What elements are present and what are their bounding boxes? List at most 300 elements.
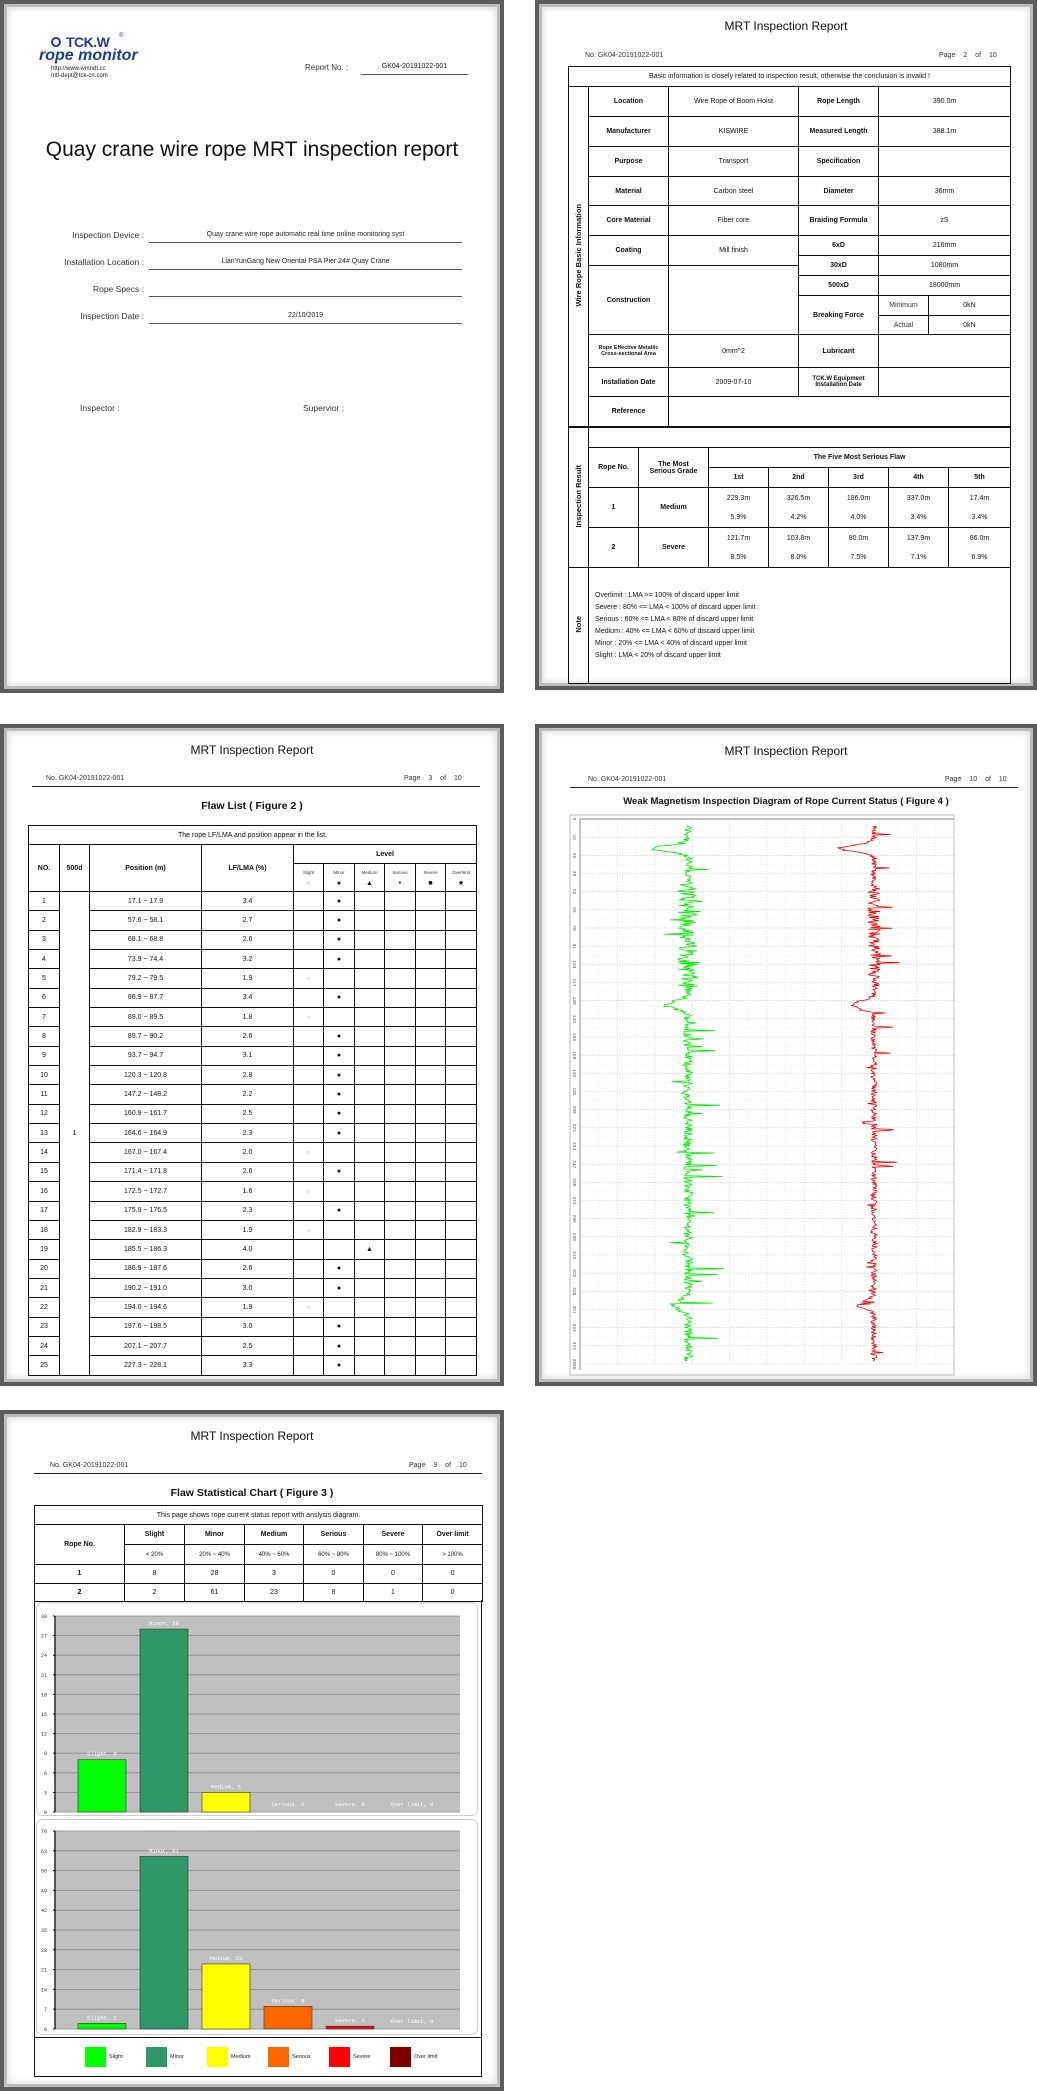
slight-symbol-icon: ○ — [306, 1188, 311, 1195]
note-line: Overlimit : LMA >= 100% of discard upper limit — [595, 591, 739, 599]
diameter-label: Diameter — [799, 177, 879, 206]
table-row — [29, 1259, 477, 1278]
coating-label: Coating — [589, 236, 669, 266]
level-cell-severe — [416, 1356, 446, 1375]
flaw-lf-lma: 4.0 — [202, 1240, 294, 1259]
table-row — [29, 1336, 477, 1355]
flaw-cell — [709, 528, 769, 568]
y-tick-label: 9 — [43, 1751, 47, 1758]
inspector-label: Inspector : — [80, 403, 120, 413]
metallic-area-label-line1: Rope Effective Metallic — [598, 345, 659, 351]
level-header-label: Overlimit — [452, 869, 470, 875]
section-inspection-result — [569, 428, 589, 568]
level-cell-severe — [416, 1124, 446, 1143]
legend-item-over-limit — [390, 2047, 437, 2067]
specification-value — [879, 147, 1011, 177]
magnetism-diagram-page — [535, 724, 1037, 1386]
flaw-position: 86.9 ~ 87.7 — [90, 988, 202, 1007]
table-row — [29, 1356, 477, 1375]
page-number: 2 — [963, 52, 968, 59]
page-title: MRT Inspection Report — [190, 1429, 314, 1443]
company-email: Intl-dept@tck-cn.com — [51, 73, 108, 79]
bar-minor — [140, 1629, 188, 1812]
level-header-label: Medium — [361, 869, 378, 875]
installation-location-value: LianYunGang New Oriental PSA Pier 24# Quay Crane — [149, 258, 462, 270]
total-pages: 10 — [988, 52, 997, 59]
level-header-slight — [294, 864, 324, 892]
level-cell-overlimit — [446, 1356, 477, 1375]
section-note-label: Note — [574, 616, 583, 633]
of-word: of — [975, 52, 982, 59]
note-line: Slight : LMA < 20% of discard upper limit — [595, 651, 721, 659]
flaw-no: 25 — [29, 1356, 60, 1375]
braiding-formula-label: Braiding Formula — [799, 206, 879, 236]
level-cell-slight — [294, 1046, 324, 1065]
level-cell-medium — [355, 892, 385, 911]
y-tick-label: 27 — [40, 1633, 47, 1640]
level-cell-severe — [416, 1046, 446, 1065]
flaw-count: 61 — [185, 1583, 245, 1602]
flaw-lma-value: 5.9% — [730, 513, 747, 521]
flaw-lf-lma: 1.6 — [202, 1182, 294, 1201]
flaw-lma-value: 3.4% — [910, 513, 927, 521]
equipment-install-label-line1: TCK.W Equipment — [812, 376, 865, 382]
flaw-position: 89.0 ~ 89.5 — [90, 1008, 202, 1027]
y-tick-label: 14 — [40, 1987, 47, 1994]
flaw-count: 3 — [245, 1565, 304, 1584]
level-cell-severe — [416, 892, 446, 911]
level-cell-slight — [294, 1104, 324, 1123]
diagram-frame — [570, 815, 954, 1375]
500xd-value: 18000mm — [879, 276, 1011, 296]
level-cell-serious — [385, 950, 416, 969]
flaw-lf-lma: 2.6 — [202, 1162, 294, 1181]
level-cell-minor — [324, 1298, 355, 1317]
bar-data-label: Severe, 1 — [335, 2017, 365, 2025]
y-tick-label: 117 — [571, 978, 576, 987]
flaw-position: 86.0m — [969, 534, 990, 542]
level-cell-severe — [416, 1143, 446, 1162]
level-cell-medium — [355, 1240, 385, 1259]
bar-medium — [202, 1792, 250, 1812]
table-row — [29, 1046, 477, 1065]
grade-header-line2: Serious Grade — [649, 467, 698, 475]
level-cell-medium — [355, 1008, 385, 1027]
stats-table — [34, 1505, 483, 1602]
level-cell-overlimit — [446, 1085, 477, 1104]
level-cell-medium — [355, 1259, 385, 1278]
level-cell-slight — [294, 950, 324, 969]
total-pages: 10 — [453, 775, 462, 782]
level-cell-overlimit — [446, 1143, 477, 1162]
flaw-cell — [949, 528, 1011, 568]
level-cell-slight — [294, 1008, 324, 1027]
flaw-position: 172.5 ~ 172.7 — [90, 1182, 202, 1201]
medium-symbol-icon: ▲ — [366, 1245, 373, 1253]
flaw-count: 8 — [304, 1583, 364, 1602]
y-tick-label: 7 — [43, 2007, 47, 2014]
flaw-count: 0 — [423, 1565, 483, 1584]
flaw-position: 68.1 ~ 68.8 — [90, 930, 202, 949]
minor-symbol-icon: ● — [336, 1265, 342, 1273]
level-header-label: Severe — [423, 869, 438, 875]
level-cell-overlimit — [446, 892, 477, 911]
cover-title: Quay crane wire rope MRT inspection report — [45, 138, 459, 161]
report-number: No. GK04-20191022-001 — [588, 776, 667, 783]
overlimit-symbol-icon: ★ — [457, 879, 465, 887]
level-cell-medium — [355, 1066, 385, 1085]
level-cell-minor — [324, 1085, 355, 1104]
flaw-position: 121.7m — [726, 534, 751, 542]
section-basic-info-label: Wire Rope Basic Information — [574, 204, 583, 307]
level-cell-overlimit — [446, 1220, 477, 1239]
reference-value — [669, 397, 1011, 427]
basic-info-table — [568, 66, 1011, 427]
flaw-lma-value: 4.2% — [790, 513, 807, 521]
slight-symbol-icon: ○ — [306, 1227, 311, 1234]
y-tick-label: 91 — [571, 943, 576, 949]
flaw-position: 17.1 ~ 17.9 — [90, 892, 202, 911]
level-cell-medium — [355, 950, 385, 969]
legend-swatch-icon — [329, 2047, 350, 2067]
level-cell-serious — [385, 1046, 416, 1065]
flaw-lf-lma: 2.7 — [202, 911, 294, 930]
breaking-force-label: Breaking Force — [799, 296, 879, 335]
level-cell-slight — [294, 1085, 324, 1104]
30xd-label: 30xD — [799, 256, 879, 276]
minor-symbol-icon: ● — [336, 1284, 342, 1292]
bar-slight — [78, 1760, 126, 1812]
header-rule — [570, 787, 1018, 788]
flaw-no: 11 — [29, 1085, 60, 1104]
level-cell-severe — [416, 1162, 446, 1181]
installation-date-label: Installation Date — [589, 368, 669, 397]
flaw-position: 229.3m — [726, 494, 751, 502]
minor-symbol-icon: ● — [336, 879, 342, 887]
level-cell-severe — [416, 1278, 446, 1297]
flaw-position: 197.6 ~ 198.5 — [90, 1317, 202, 1336]
level-cell-serious — [385, 988, 416, 1007]
flaw-no: 8 — [29, 1027, 60, 1046]
bar-data-label: Serious, 8 — [271, 1997, 305, 2005]
y-tick-label: 221 — [571, 1123, 576, 1132]
company-logo — [39, 33, 138, 103]
level-cell-overlimit — [446, 1182, 477, 1201]
legend-label: Over limit — [414, 2054, 438, 2060]
company-url: http://www.wmndt.cc — [51, 66, 106, 72]
table-row — [29, 1162, 477, 1181]
flaw-no: 7 — [29, 1008, 60, 1027]
y-tick-label: 312 — [571, 1250, 576, 1260]
y-tick-label: 13 — [571, 834, 576, 840]
level-cell-serious — [385, 1143, 416, 1162]
level-cell-medium — [355, 1220, 385, 1239]
report-no-label: Report No. : — [305, 63, 349, 72]
level-cell-minor — [324, 1317, 355, 1336]
minor-symbol-icon: ● — [336, 1110, 342, 1118]
flaw-lf-lma: 2.3 — [202, 1124, 294, 1143]
level-cell-overlimit — [446, 950, 477, 969]
legend-item-slight — [85, 2047, 123, 2067]
flaw-no: 20 — [29, 1259, 60, 1278]
y-tick-label: 49 — [40, 1888, 47, 1895]
flaw-position: 137.9m — [906, 534, 931, 542]
bar-data-label: Medium, 23 — [209, 1954, 243, 1962]
level-cell-minor — [324, 892, 355, 911]
table-row — [29, 1182, 477, 1201]
col-position-header: Position (m) — [90, 845, 202, 892]
red-signal-trace — [838, 826, 900, 1361]
flaw-no: 14 — [29, 1143, 60, 1162]
level-cell-severe — [416, 1220, 446, 1239]
level-cell-serious — [385, 969, 416, 988]
table-row — [35, 1583, 483, 1602]
note-line: Severe : 80% <= LMA < 100% of discard upper limit — [595, 603, 756, 611]
metallic-area-label-line2: Cross-sectional Area — [601, 351, 656, 357]
page-title: MRT Inspection Report — [724, 744, 848, 758]
col-level-header: Level — [294, 845, 477, 864]
grade-definitions — [589, 568, 1011, 684]
y-tick-label: 169 — [571, 1051, 576, 1060]
serious-symbol-icon: • — [398, 879, 402, 887]
level-cell-severe — [416, 1336, 446, 1355]
rope-specs-label: Rope Specs : — [92, 284, 144, 294]
inspection-device-value: Quay crane wire rope automatic real time online monitoring syst — [149, 231, 462, 243]
minor-symbol-icon: ● — [336, 897, 342, 905]
minor-symbol-icon: ● — [336, 1071, 342, 1079]
category-header: Severe — [364, 1525, 423, 1545]
slight-symbol-icon: ○ — [306, 1014, 311, 1021]
bar-data-label: Minor, 28 — [149, 1620, 179, 1628]
equipment-install-label-line2: Installation Date — [815, 382, 862, 388]
section-basic-info — [569, 87, 589, 427]
stats-title: Flaw Statistical Chart ( Figure 3 ) — [170, 1487, 334, 1499]
flaw-cell — [949, 488, 1011, 528]
header-rule — [32, 786, 480, 787]
report-no-value: GK04-20191022-001 — [361, 63, 468, 75]
table-row — [29, 892, 477, 911]
minor-symbol-icon: ● — [336, 1342, 342, 1350]
legend-label: Serious — [292, 2054, 311, 2060]
flaw-cell — [769, 528, 829, 568]
bar-medium — [202, 1964, 250, 2029]
flaw-list-table — [28, 825, 477, 1376]
logo-registered: ® — [119, 33, 124, 39]
level-cell-medium — [355, 969, 385, 988]
page-word: Page — [945, 776, 962, 783]
of-word: of — [440, 775, 447, 782]
level-cell-slight — [294, 1162, 324, 1181]
level-cell-medium — [355, 1124, 385, 1143]
cover-page — [0, 0, 504, 693]
flaw-position: 57.6 ~ 58.1 — [90, 911, 202, 930]
flaw-position: 160.9 ~ 161.7 — [90, 1104, 202, 1123]
flaw-lf-lma: 2.2 — [202, 1085, 294, 1104]
section-inspection-result-label: Inspection Result — [574, 465, 583, 528]
level-cell-overlimit — [446, 1317, 477, 1336]
6xd-label: 6xD — [799, 236, 879, 256]
metallic-area-value: 0mm^2 — [669, 335, 799, 368]
legend-item-serious — [268, 2047, 311, 2067]
total-pages: 10 — [458, 1462, 467, 1469]
level-cell-severe — [416, 1027, 446, 1046]
basic-info-notice: Basic information is closely related to inspection result, otherwise the conclusion is invalid ! — [569, 67, 1011, 87]
flaw-position: 182.9 ~ 183.3 — [90, 1220, 202, 1239]
flaw-lma-value: 8.0% — [790, 553, 807, 561]
minor-symbol-icon: ● — [336, 994, 342, 1002]
flaw-position: 89.7 ~ 90.2 — [90, 1027, 202, 1046]
severe-symbol-icon: ■ — [428, 879, 433, 887]
flaw-no: 1 — [29, 892, 60, 911]
bar-data-label: Slight, 8 — [87, 1750, 117, 1758]
minor-symbol-icon: ● — [336, 1361, 342, 1369]
level-cell-minor — [324, 1008, 355, 1027]
level-cell-medium — [355, 1104, 385, 1123]
level-cell-medium — [355, 1356, 385, 1375]
level-cell-severe — [416, 969, 446, 988]
minor-symbol-icon: ● — [336, 1168, 342, 1176]
y-tick-label: 21 — [40, 1967, 47, 1974]
y-tick-label: 63 — [40, 1848, 47, 1855]
manufacturer-label: Manufacturer — [589, 117, 669, 147]
level-cell-serious — [385, 1278, 416, 1297]
y-tick-label: 234 — [571, 1141, 576, 1151]
logo-brand: TCK.W — [66, 34, 110, 50]
page-indicator — [409, 1462, 467, 1469]
flaw-no: 19 — [29, 1240, 60, 1259]
flaw-cell — [829, 488, 889, 528]
level-header-minor — [324, 864, 355, 892]
level-header-overlimit — [446, 864, 477, 892]
rank-header-4: 4th — [889, 468, 949, 488]
level-cell-overlimit — [446, 1336, 477, 1355]
flaw-position: 164.6 ~ 164.9 — [90, 1124, 202, 1143]
level-cell-severe — [416, 1298, 446, 1317]
note-line: Medium : 40% <= LMA < 60% of discard upper limit — [595, 627, 755, 635]
bar-data-label: Severe, 0 — [335, 1801, 365, 1808]
page-indicator — [939, 52, 997, 59]
rope-number: 1 — [35, 1565, 125, 1584]
flaw-lf-lma: 2.8 — [202, 1066, 294, 1085]
level-cell-slight — [294, 1124, 324, 1143]
flaw-lf-lma: 2.6 — [202, 930, 294, 949]
stats-notice: This page shows rope current status report with anslysis diagram. — [35, 1506, 483, 1525]
level-cell-serious — [385, 1356, 416, 1375]
y-tick-label: 377 — [571, 1341, 576, 1350]
table-row — [29, 950, 477, 969]
y-tick-label: 273 — [571, 1196, 576, 1205]
level-cell-overlimit — [446, 930, 477, 949]
rope-number: 2 — [35, 1583, 125, 1602]
table-row — [29, 1143, 477, 1162]
level-cell-minor — [324, 930, 355, 949]
table-row — [29, 1201, 477, 1220]
level-cell-minor — [324, 969, 355, 988]
range-header: 80% ~ 100% — [364, 1545, 423, 1565]
result-row — [569, 488, 1011, 528]
6xd-value: 216mm — [879, 236, 1011, 256]
level-cell-minor — [324, 1240, 355, 1259]
level-cell-slight — [294, 1278, 324, 1297]
level-cell-overlimit — [446, 1104, 477, 1123]
level-cell-slight — [294, 1317, 324, 1336]
section-note — [569, 568, 589, 684]
breaking-actual-label: Actual — [879, 316, 929, 335]
of-word: of — [985, 776, 991, 783]
category-header: Slight — [125, 1525, 185, 1545]
table-row — [29, 1220, 477, 1239]
flaw-position: 186.0m — [846, 494, 871, 502]
flaw-position: 80.0m — [848, 534, 869, 542]
flaw-no: 4 — [29, 950, 60, 969]
y-tick-label: 195 — [571, 1087, 576, 1096]
level-cell-overlimit — [446, 1201, 477, 1220]
level-cell-severe — [416, 1259, 446, 1278]
level-cell-serious — [385, 1162, 416, 1181]
y-tick-label: 299 — [571, 1232, 576, 1241]
grade-header-line1: The Most — [658, 460, 689, 468]
flaw-count: 0 — [423, 1583, 483, 1602]
level-cell-minor — [324, 988, 355, 1007]
level-cell-minor — [324, 1259, 355, 1278]
table-row — [29, 1008, 477, 1027]
construction-label: Construction — [589, 266, 669, 335]
flaw-position: 190.2 ~ 191.0 — [90, 1278, 202, 1297]
legend-swatch-icon — [268, 2047, 289, 2067]
flaw-lma-value: 8.5% — [730, 553, 747, 561]
y-tick-label: 78 — [571, 925, 576, 931]
flaw-position: 175.9 ~ 176.5 — [90, 1201, 202, 1220]
level-cell-medium — [355, 1046, 385, 1065]
flaw-lma-value: 6.9% — [971, 553, 988, 561]
flaw-lf-lma: 3.4 — [202, 892, 294, 911]
flaw-lf-lma: 1.9 — [202, 1298, 294, 1317]
table-row — [29, 1027, 477, 1046]
legend-swatch-icon — [85, 2047, 106, 2067]
report-number: No. GK04-20191022-001 — [50, 1462, 129, 1469]
slight-symbol-icon: ○ — [306, 976, 311, 983]
flaw-no: 6 — [29, 988, 60, 1007]
table-row — [29, 1278, 477, 1297]
y-tick-label: 15 — [40, 1712, 47, 1718]
level-cell-slight — [294, 1220, 324, 1239]
inspection-result-table — [568, 427, 1011, 568]
rank-header-5: 5th — [949, 468, 1011, 488]
level-cell-serious — [385, 1336, 416, 1355]
level-header-serious — [385, 864, 416, 892]
flaw-list-title: Flaw List ( Figure 2 ) — [201, 800, 303, 812]
rope-length-label: Rope Length — [799, 87, 879, 117]
inspection-device-label: Inspection Device : — [72, 230, 144, 240]
bar-serious — [264, 2006, 312, 2029]
rope-1-bar-chart — [36, 1602, 478, 1816]
legend-swatch-icon — [390, 2047, 411, 2067]
30xd-value: 1080mm — [879, 256, 1011, 276]
flaw-position: 171.4 ~ 171.8 — [90, 1162, 202, 1181]
level-cell-minor — [324, 1143, 355, 1162]
of-word: of — [445, 1462, 452, 1469]
y-tick-label: 21 — [40, 1672, 47, 1679]
level-cell-minor — [324, 1124, 355, 1143]
flaw-lf-lma: 2.6 — [202, 1027, 294, 1046]
header-rule — [34, 1473, 482, 1474]
diameter-value: 36mm — [879, 177, 1011, 206]
result-spacer — [589, 428, 1011, 448]
flaw-lf-lma: 2.3 — [202, 1201, 294, 1220]
level-cell-overlimit — [446, 1259, 477, 1278]
slight-symbol-icon: ○ — [306, 879, 311, 887]
y-tick-label: 0 — [43, 1810, 47, 1816]
